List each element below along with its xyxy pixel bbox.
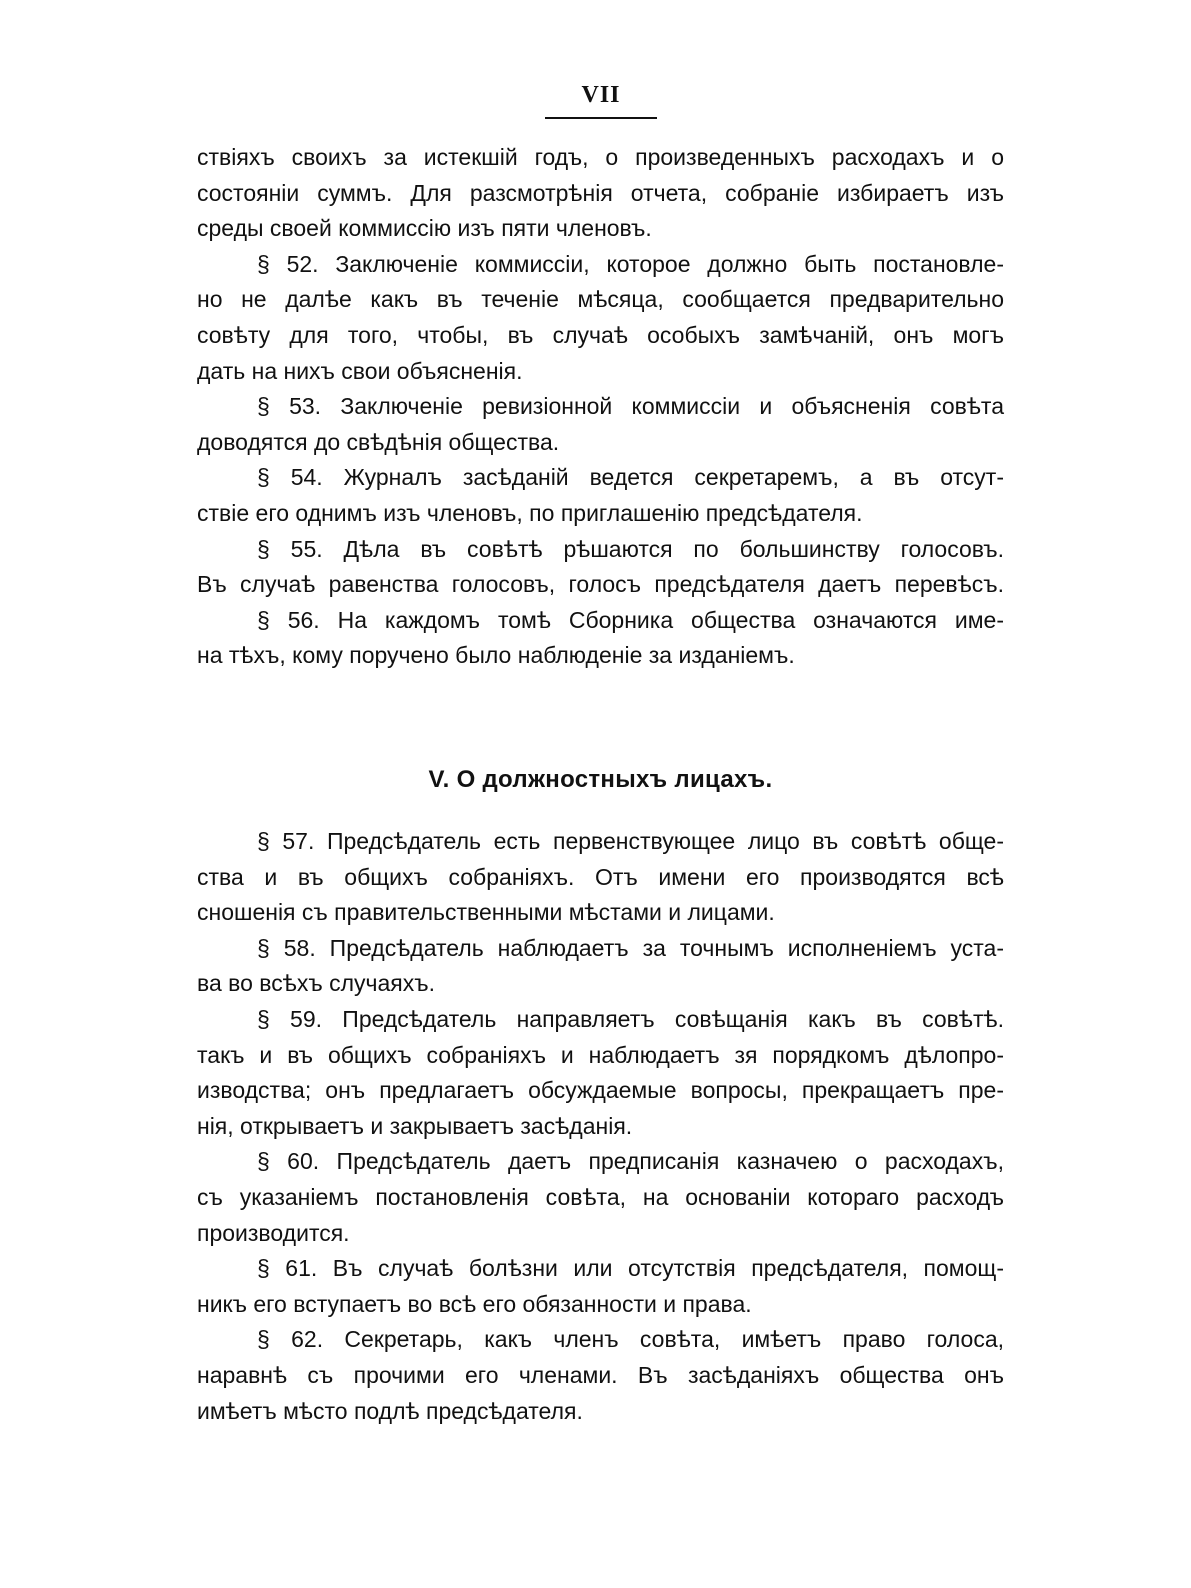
text-line: § 61. Въ случаѣ болѣзни или отсутствія предсѣдателя, помощ- [257, 1255, 1004, 1282]
paragraph-54 [197, 460, 1004, 531]
text-line: § 60. Предсѣдатель даетъ предписанія казначею о расходахъ, [257, 1148, 1004, 1175]
text-line: наравнѣ съ прочими его членами. Въ засѣданіяхъ общества онъ [197, 1361, 1004, 1388]
text-line: среды своей коммиссію изъ пяти членовъ. [197, 215, 652, 242]
text-line: состояніи суммъ. Для разсмотрѣнія отчета, собраніе избираетъ изъ [197, 179, 1004, 206]
text-line: такъ и въ общихъ собраніяхъ и наблюдаетъ зя порядкомъ дѣлопро- [197, 1041, 1004, 1068]
text-line: § 56. На каждомъ томѣ Сборника общества означаются име- [257, 606, 1004, 633]
text-line: § 53. Заключеніе ревизіонной коммиссіи и объясненія совѣта [257, 393, 1004, 420]
text-line: совѣту для того, чтобы, въ случаѣ особыхъ замѣчаній, онъ могъ [197, 321, 1004, 348]
text-line: имѣетъ мѣсто подлѣ предсѣдателя. [197, 1397, 583, 1424]
paragraph-53 [197, 389, 1004, 460]
text-line: § 57. Предсѣдатель есть первенствующее лицо въ совѣтѣ обще- [257, 828, 1004, 854]
text-line: ствіяхъ своихъ за истекшій годъ, о произведенныхъ расходахъ и о [197, 144, 1004, 170]
text-line: § 58. Предсѣдатель наблюдаетъ за точнымъ исполненіемъ уста- [257, 934, 1004, 961]
text-line: ствіе его однимъ изъ членовъ, по приглашенію предсѣдателя. [197, 499, 863, 526]
paragraph-58 [197, 931, 1004, 1002]
paragraph-62 [197, 1322, 1004, 1429]
text-line: ства и въ общихъ собраніяхъ. Отъ имени его производятся всѣ [197, 863, 1004, 890]
text-line: никъ его вступаетъ во всѣ его обязанности и права. [197, 1290, 752, 1317]
paragraph-60 [197, 1144, 1004, 1251]
text-line: § 52. Заключеніе коммиссіи, которое должно быть постановле- [257, 250, 1004, 277]
section-heading: V. О должностныхъ лицахъ. [428, 766, 773, 793]
paragraph-57 [197, 824, 1004, 931]
paragraph-55 [197, 532, 1004, 603]
text-line: но не далѣе какъ въ теченіе мѣсяца, сообщается предварительно [197, 286, 1004, 313]
text-line: дать на нихъ свои объясненія. [197, 357, 523, 384]
text-line: доводятся до свѣдѣнія общества. [197, 428, 560, 455]
text-line: съ указаніемъ постановленія совѣта, на основаніи котораго расходъ [197, 1183, 1004, 1210]
text-line: § 62. Секретарь, какъ членъ совѣта, имѣетъ право голоса, [257, 1326, 1004, 1353]
paragraph-52 [197, 247, 1004, 389]
text-line: ва во всѣхъ случаяхъ. [197, 970, 436, 997]
text-block-bottom [197, 824, 1004, 1429]
text-line: § 55. Дѣла въ совѣтѣ рѣшаются по большинству голосовъ. [257, 535, 1004, 562]
text-line: Въ случаѣ равенства голосовъ, голосъ предсѣдателя даетъ перевѣсъ. [197, 571, 1004, 598]
text-line: производится. [197, 1219, 350, 1246]
text-line: нія, открываетъ и закрываетъ засѣданія. [197, 1112, 633, 1139]
text-line: изводства; онъ предлагаетъ обсуждаемые вопросы, прекращаетъ пре- [197, 1077, 1004, 1104]
paragraph-continuation [197, 140, 1004, 247]
paragraph-59 [197, 1002, 1004, 1144]
paragraph-61 [197, 1251, 1004, 1322]
text-line: сношенія съ правительственными мѣстами и лицами. [197, 899, 775, 926]
page-number-rule [545, 117, 657, 119]
text-block-top [197, 140, 1004, 674]
paragraph-56 [197, 603, 1004, 674]
text-line: на тѣхъ, кому поручено было наблюденіе за изданіемъ. [197, 642, 795, 669]
text-line: § 54. Журналъ засѣданій ведется секретаремъ, а въ отсут- [257, 464, 1004, 491]
text-line: § 59. Предсѣдатель направляетъ совѣщанія какъ въ совѣтѣ. [257, 1005, 1004, 1032]
page-number: VII [581, 82, 621, 108]
